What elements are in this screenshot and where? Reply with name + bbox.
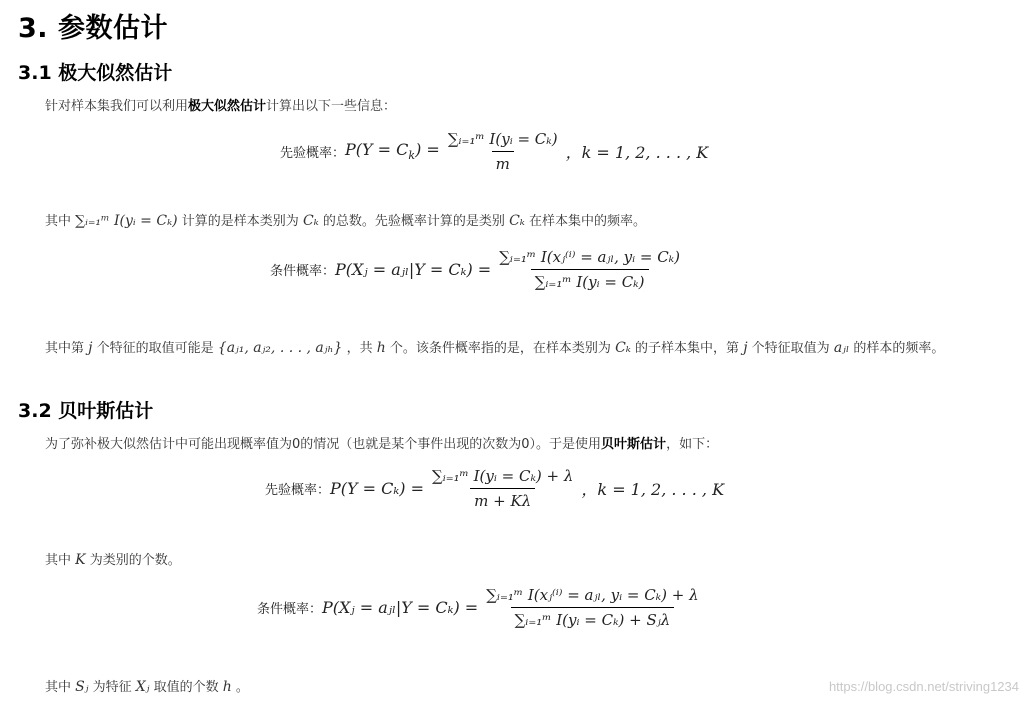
- inline-math: Cₖ: [509, 213, 525, 229]
- formula-condition: ，k = 1, 2, . . . , K: [581, 480, 725, 499]
- fraction-numerator: ∑ᵢ₌₁ᵐ I(yᵢ = Cₖ) + λ: [431, 467, 574, 485]
- formula-lhs: P(Y = Cₖ) =: [330, 479, 424, 498]
- fraction-numerator: ∑ᵢ₌₁ᵐ I(xⱼ⁽ⁱ⁾ = aⱼₗ, yᵢ = Cₖ): [499, 248, 681, 266]
- mle-conditional-formula: [270, 248, 688, 291]
- fraction-numerator: ∑ᵢ₌₁ᵐ I(xⱼ⁽ⁱ⁾ = aⱼₗ, yᵢ = Cₖ) + λ: [486, 586, 699, 604]
- formula-lhs: P(Xⱼ = aⱼₗ|Y = Cₖ) =: [335, 260, 492, 279]
- bayes-prior-formula: [265, 467, 724, 510]
- formula-fraction: [482, 586, 702, 629]
- fraction-denominator: m: [492, 151, 514, 173]
- formula-lhs: P(Xⱼ = aⱼₗ|Y = Cₖ) =: [322, 598, 479, 617]
- formula-label: 条件概率：: [270, 264, 336, 279]
- mle-intro-bold: 极大似然估计: [188, 99, 267, 114]
- fraction-denominator: m + Kλ: [470, 488, 535, 510]
- section-heading-mle: 3.1 极大似然估计: [18, 62, 173, 84]
- mle-intro-text: 针对样本集我们可以利用: [45, 99, 189, 114]
- bayes-conditional-formula: [257, 586, 707, 629]
- bayes-note-1: 其中 K 为类别的个数。: [45, 552, 181, 568]
- fraction-denominator: ∑ᵢ₌₁ᵐ I(yᵢ = Cₖ): [531, 269, 649, 291]
- formula-fraction: [428, 467, 577, 510]
- page-title: 3. 参数估计: [18, 13, 168, 44]
- mle-note-1: 其中 ∑ᵢ₌₁ᵐ I(yᵢ = Cₖ) 计算的是样本类别为 Cₖ 的总数。先验概率计算的是类别 Cₖ 在样本集中的频率。: [45, 213, 647, 229]
- formula-label: 条件概率：: [257, 602, 323, 617]
- mle-note-2: 其中第 j 个特征的取值可能是 {aⱼ₁, aⱼ₂, . . . , aⱼₕ} ，共 h 个。该条件概率指的是，在样本类别为 Cₖ 的子样本集中，第 j 个特征取值为 aⱼₗ 的样本的频率。: [45, 340, 945, 356]
- formula-label: 先验概率：: [265, 483, 331, 498]
- bayes-note-2: 其中 Sⱼ 为特征 Xⱼ 取值的个数 h 。: [45, 679, 249, 695]
- mle-intro: [45, 96, 396, 118]
- watermark: https://blog.csdn.net/striving1234: [828, 679, 1019, 694]
- inline-math: ∑ᵢ₌₁ᵐ I(yᵢ = Cₖ): [75, 213, 178, 229]
- bayes-intro: 为了弥补极大似然估计中可能出现概率值为0的情况（也就是某个事件出现的次数为0）。于是使用贝叶斯估计，如下：: [45, 437, 719, 452]
- fraction-numerator: ∑ᵢ₌₁ᵐ I(yᵢ = Cₖ): [447, 130, 558, 148]
- formula-label: 先验概率：: [280, 146, 346, 161]
- mle-intro-text-end: 计算出以下一些信息：: [266, 99, 397, 114]
- formula-fraction: [495, 248, 684, 291]
- formula-lhs: $P(Y = C_k)$ =: [345, 140, 440, 163]
- inline-math: Cₖ: [302, 213, 319, 229]
- mle-prior-formula: [280, 130, 708, 173]
- formula-condition: ，k = 1, 2, . . . , K: [565, 143, 709, 162]
- fraction-denominator: ∑ᵢ₌₁ᵐ I(yᵢ = Cₖ) + Sⱼλ: [511, 607, 675, 629]
- formula-fraction: [444, 130, 562, 173]
- section-heading-bayes: 3.2 贝叶斯估计: [18, 400, 154, 422]
